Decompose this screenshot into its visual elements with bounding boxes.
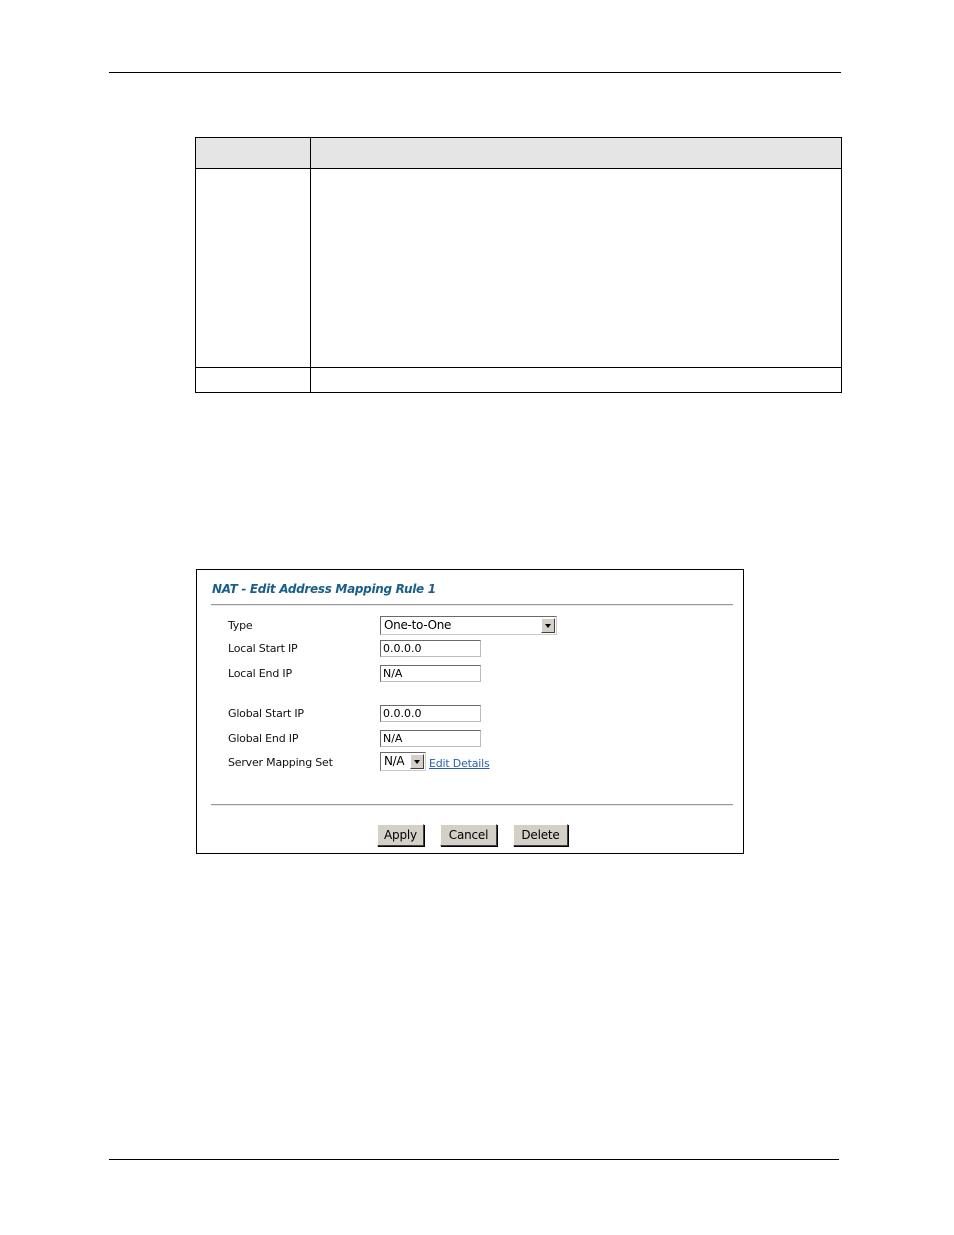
description-table [195, 137, 842, 393]
server-mapping-set-label: Server Mapping Set [228, 756, 333, 769]
local-start-ip-input[interactable]: 0.0.0.0 [380, 640, 481, 657]
delete-button[interactable]: Delete [513, 824, 568, 846]
table-cell [196, 367, 311, 392]
global-start-ip-input[interactable]: 0.0.0.0 [380, 705, 481, 722]
table-header-row [196, 138, 842, 169]
local-end-ip-label: Local End IP [228, 667, 292, 680]
global-end-ip-input[interactable]: N/A [380, 730, 481, 747]
local-start-ip-label: Local Start IP [228, 642, 298, 655]
panel-title: NAT - Edit Address Mapping Rule 1 [212, 582, 436, 596]
table-cell [196, 169, 311, 368]
separator [211, 804, 733, 806]
server-mapping-set-value: N/A [384, 754, 405, 768]
server-mapping-set-select[interactable] [380, 752, 426, 771]
table-header-cell [196, 138, 311, 169]
dropdown-arrow-icon[interactable] [410, 754, 424, 769]
type-select[interactable] [380, 616, 557, 635]
table-row [196, 367, 842, 392]
type-select-value: One-to-One [384, 618, 452, 632]
edit-details-link[interactable]: Edit Details [429, 757, 490, 770]
header-rule [109, 72, 841, 73]
apply-button[interactable]: Apply [377, 824, 424, 846]
table-row [196, 169, 842, 368]
dropdown-arrow-icon[interactable] [541, 618, 555, 633]
nat-edit-rule-screenshot [196, 569, 744, 854]
global-start-ip-label: Global Start IP [228, 707, 304, 720]
cancel-button[interactable]: Cancel [440, 824, 497, 846]
separator [211, 604, 733, 606]
type-label: Type [228, 619, 253, 632]
table-header-cell [311, 138, 842, 169]
footer-rule [109, 1159, 839, 1160]
table-cell [311, 367, 842, 392]
global-end-ip-label: Global End IP [228, 732, 299, 745]
table-cell [311, 169, 842, 368]
local-end-ip-input[interactable]: N/A [380, 665, 481, 682]
